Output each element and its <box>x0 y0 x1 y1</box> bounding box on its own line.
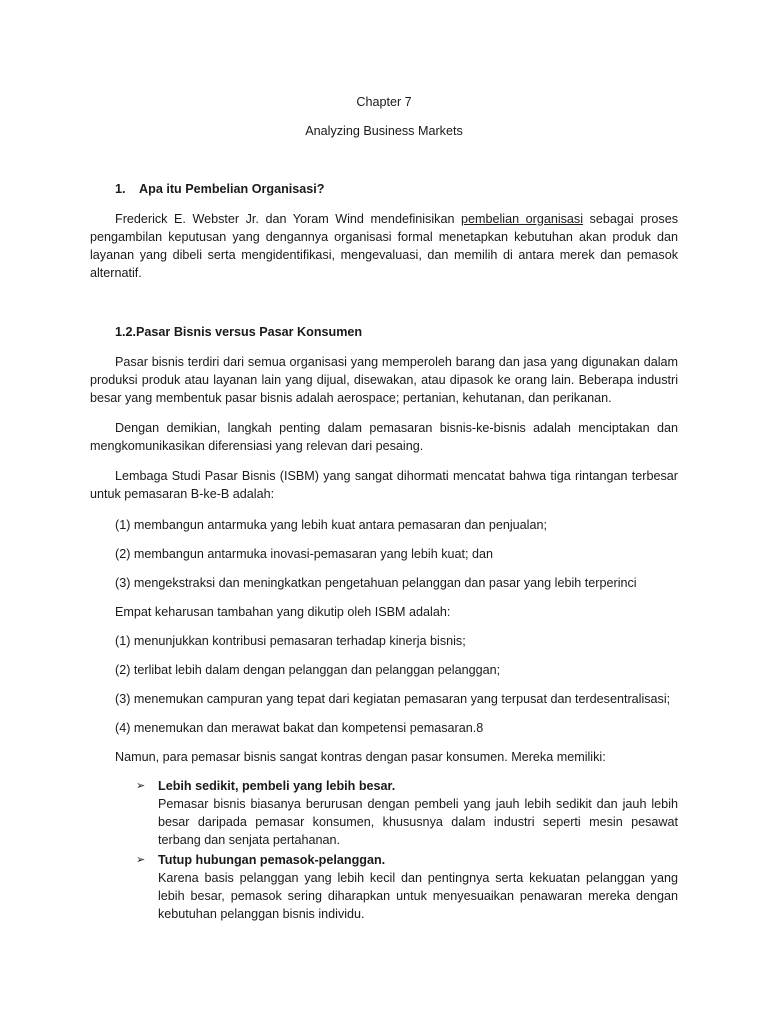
bullet-title: Lebih sedikit, pembeli yang lebih besar. <box>158 779 396 793</box>
paragraph-3: Lembaga Studi Pasar Bisnis (ISBM) yang sangat dihormati mencatat bahwa tiga rintangan terbesar untuk pemasaran B-ke-B adalah: <box>90 469 678 501</box>
paragraph-4: Empat keharusan tambahan yang dikutip oleh ISBM adalah: <box>115 605 451 619</box>
section-1-title: Apa itu Pembelian Organisasi? <box>139 182 325 196</box>
bullet-title: Tutup hubungan pemasok-pelanggan. <box>158 853 386 867</box>
list1-item: (1) membangun antarmuka yang lebih kuat antara pemasaran dan penjualan; <box>115 518 547 532</box>
section-2-number: 1.2. <box>115 325 137 339</box>
section-1-paragraph <box>90 210 678 282</box>
section-1-number: 1. <box>115 182 126 196</box>
section-2-heading <box>115 323 362 341</box>
list2-item: (4) menemukan dan merawat bakat dan kompetensi pemasaran.8 <box>115 721 484 735</box>
chapter-label: Chapter 7 <box>356 95 412 109</box>
arrow-bullet-icon: ➢ <box>136 854 146 866</box>
para-text: sebagai proses pengambilan keputusan yang dengannya organisasi formal menetapkan kebutuhan akan produk dan layanan yang dibeli serta mengidentifikasi, mengevaluasi, dan memilih di antara merek dan pemasok alternatif. <box>90 212 679 280</box>
bullet-body: Pemasar bisnis biasanya berurusan dengan pembeli yang jauh lebih sedikit dan jauh lebih besar daripada pemasar konsumen, khususnya dalam industri seperti mesin pesawat terbang dan senjata pertahanan. <box>158 797 678 847</box>
defined-term: pembelian organisasi <box>460 212 584 226</box>
chapter-title: Analyzing Business Markets <box>305 124 463 138</box>
section-2-title: Pasar Bisnis versus Pasar Konsumen <box>136 325 363 339</box>
paragraph-1: Pasar bisnis terdiri dari semua organisasi yang memperoleh barang dan jasa yang digunakan dalam produksi produk atau layanan lain yang dijual, disewakan, atau dipasok ke orang lain. Beberapa industri besar yang membentuk pasar bisnis adalah aerospace; pertanian, kehutanan, dan perikanan. <box>90 355 678 405</box>
bullet-body: Karena basis pelanggan yang lebih kecil dan pentingnya serta kekuatan pelanggan yang lebih besar, pemasok sering diharapkan untuk menyesuaikan penawaran mereka dengan kebutuhan pelanggan bisnis individu. <box>158 871 678 921</box>
paragraph-5: Namun, para pemasar bisnis sangat kontras dengan pasar konsumen. Mereka memiliki: <box>115 750 606 764</box>
section-1-heading <box>115 180 325 198</box>
list2-item: (2) terlibat lebih dalam dengan pelanggan dan pelanggan pelanggan; <box>115 663 501 677</box>
paragraph-2: Dengan demikian, langkah penting dalam pemasaran bisnis-ke-bisnis adalah menciptakan dan mengkomunikasikan diferensiasi yang relevan dari pesaing. <box>90 421 678 453</box>
para-text: Frederick E. Webster Jr. dan Yoram Wind mendefinisikan <box>115 212 461 226</box>
list1-item: (3) mengekstraksi dan meningkatkan pengetahuan pelanggan dan pasar yang lebih terperinci <box>115 576 637 590</box>
list2-item: (3) menemukan campuran yang tepat dari kegiatan pemasaran yang terpusat dan terdesentralisasi; <box>115 692 671 706</box>
list2-item: (1) menunjukkan kontribusi pemasaran terhadap kinerja bisnis; <box>115 634 466 648</box>
list1-item: (2) membangun antarmuka inovasi-pemasaran yang lebih kuat; dan <box>115 547 494 561</box>
arrow-bullet-icon: ➢ <box>136 780 146 792</box>
